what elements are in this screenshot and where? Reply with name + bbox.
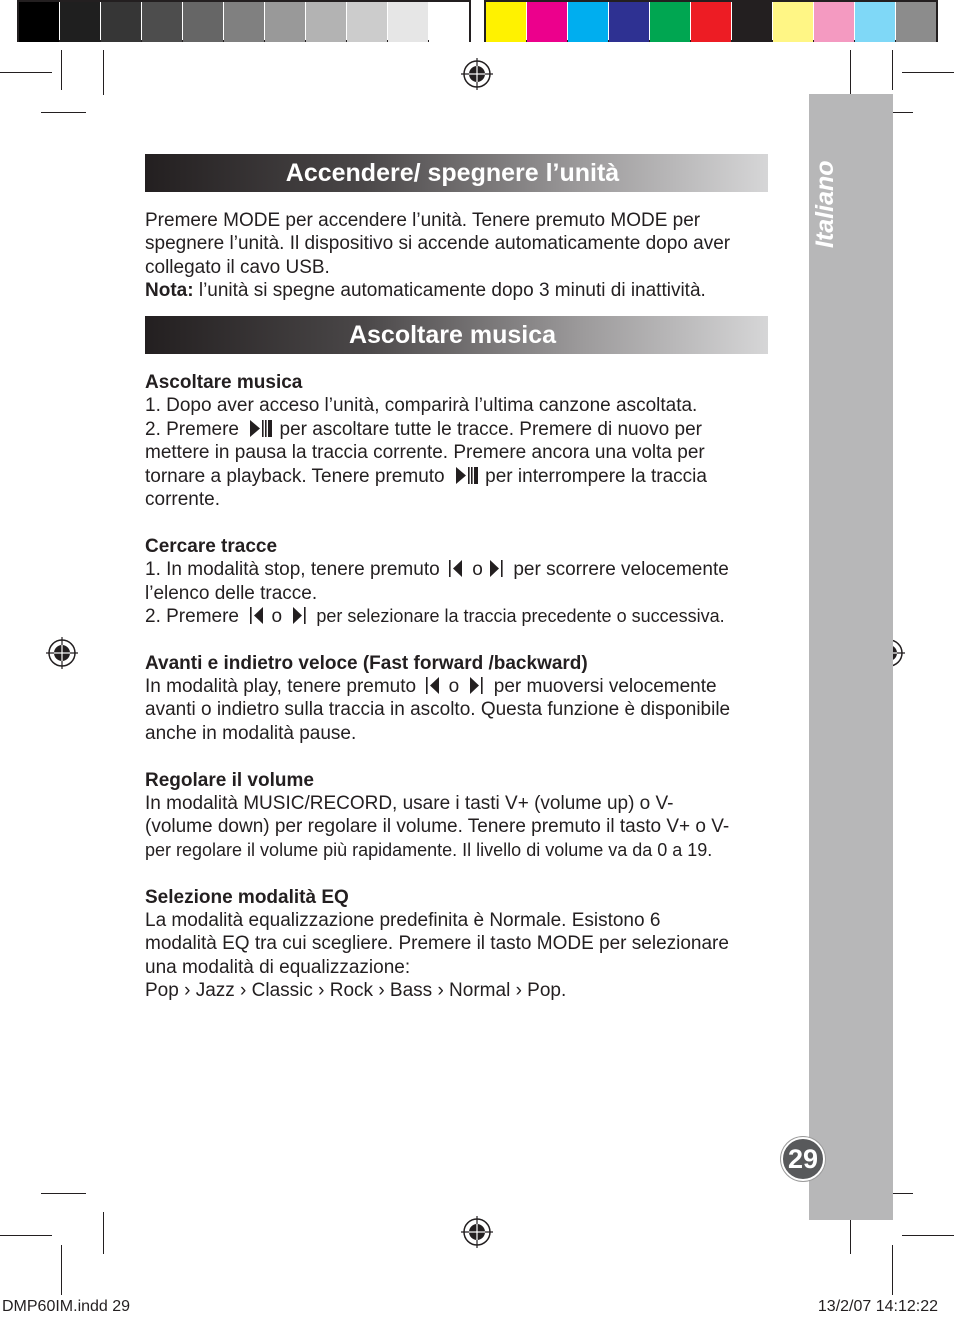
paragraph-line: La modalità equalizzazione predefinita è Normale. Esistono 6 (145, 909, 661, 931)
section-title: Ascoltare musica (348, 321, 557, 349)
gray-swatch (142, 2, 182, 42)
color-swatch (568, 2, 608, 42)
paragraph-line: spegnere l’unità. Il dispositivo si accende automaticamente dopo aver (145, 233, 731, 255)
color-calibration-bar (0, 0, 954, 44)
gray-swatch (19, 2, 59, 42)
note-line (145, 279, 775, 302)
note-label: Nota: (145, 280, 194, 302)
paragraph-line (145, 605, 775, 628)
registration-mark-icon (461, 58, 493, 90)
text-fragment: o (466, 559, 489, 581)
paragraph-line (145, 418, 775, 441)
paragraph-line: anche in modalità pause. (145, 722, 357, 744)
section-title: Accendere/ spegnere l’unità (285, 159, 620, 187)
section-heading-power (145, 154, 768, 192)
section-body-music (145, 371, 775, 1003)
paragraph-line: avanti o indietro sulla traccia in ascolto. Questa funzione è disponibile (145, 699, 731, 721)
paragraph-line: mettere in pausa la traccia corrente. Premere ancora una volta per (145, 442, 705, 464)
gray-swatch (224, 2, 264, 42)
subheading: Avanti e indietro veloce (Fast forward /backward) (145, 652, 588, 674)
color-swatch (609, 2, 649, 42)
text-fragment: 2. Premere (145, 418, 245, 440)
paragraph-line: Premere MODE per accendere l’unità. Tenere premuto MODE per (145, 210, 701, 231)
text-fragment: 2. Premere (145, 605, 245, 627)
skip-next-icon (464, 676, 488, 695)
color-swatch (732, 2, 772, 42)
registration-mark-icon (461, 1216, 493, 1248)
skip-previous-icon (244, 606, 266, 625)
skip-previous-icon (445, 559, 467, 578)
footer-timestamp: 13/2/07 14:12:22 (817, 1298, 938, 1315)
skip-next-icon (287, 606, 311, 625)
subheading: Ascoltare musica (145, 372, 303, 393)
page-number: 29 (781, 1137, 825, 1181)
gray-swatch (306, 2, 346, 42)
color-swatch (814, 2, 854, 42)
registration-mark-icon (46, 637, 78, 669)
text-fragment: per interrompere la traccia (479, 465, 707, 487)
language-side-tab (809, 94, 893, 1220)
text-fragment: 1. In modalità stop, tenere premuto (145, 559, 445, 581)
gray-swatch (60, 2, 100, 42)
text-fragment: per selezionare la traccia precedente o successiva. (311, 605, 725, 626)
paragraph-line: corrente. (145, 488, 220, 510)
color-swatch (896, 2, 936, 42)
color-swatch (650, 2, 690, 42)
skip-previous-icon (421, 676, 443, 695)
subheading: Selezione modalità EQ (145, 886, 349, 908)
color-swatch (486, 2, 526, 42)
color-swatch (691, 2, 731, 42)
paragraph-line: In modalità MUSIC/RECORD, usare i tasti V+ (volume up) o V- (145, 793, 674, 815)
text-fragment: per muoversi velocemente (488, 676, 717, 698)
gray-swatch (101, 2, 141, 42)
note-text: l’unità si spegne automaticamente dopo 3 minuti di inattività. (193, 280, 706, 302)
section-heading-music (145, 316, 768, 354)
paragraph-line: collegato il cavo USB. (145, 256, 330, 278)
section-body-power (145, 209, 775, 303)
skip-next-icon (488, 559, 508, 578)
gray-swatch (388, 2, 428, 42)
text-fragment: o (443, 676, 465, 698)
paragraph-line: per regolare il volume più rapidamente. Il livello di volume va da 0 a 19. (145, 839, 713, 860)
text-fragment: per ascoltare tutte le tracce. Premere di nuovo per (274, 418, 702, 440)
paragraph-line (145, 558, 775, 581)
text-fragment: per scorrere velocemente (508, 559, 729, 581)
gray-swatch (347, 2, 387, 42)
gray-swatch (429, 2, 469, 42)
paragraph-line (145, 675, 775, 698)
play-pause-icon (450, 466, 480, 485)
text-fragment: In modalità play, tenere premuto (145, 676, 422, 698)
color-swatch (855, 2, 895, 42)
paragraph-line: modalità EQ tra cui scegliere. Premere il tasto MODE per selezionare (145, 933, 729, 955)
paragraph-line: una modalità di equalizzazione: (145, 956, 411, 978)
footer-file-info: DMP60IM.indd 29 (2, 1298, 131, 1315)
play-pause-icon (244, 419, 274, 438)
text-fragment: o (266, 605, 288, 627)
paragraph-line: 1. Dopo aver acceso l’unità, comparirà l’ultima canzone ascoltata. (145, 395, 698, 417)
paragraph-line: (volume down) per regolare il volume. Tenere premuto il tasto V+ o V- (145, 816, 730, 838)
subheading: Cercare tracce (145, 535, 278, 557)
text-fragment: tornare a playback. Tenere premuto (145, 465, 450, 487)
color-swatch (773, 2, 813, 42)
paragraph-line: l’elenco delle tracce. (145, 582, 318, 604)
paragraph-line (145, 465, 775, 488)
subheading: Regolare il volume (145, 769, 314, 791)
language-label (809, 150, 845, 260)
language-label-text: Italiano (811, 160, 839, 248)
gray-swatch (183, 2, 223, 42)
color-swatch (527, 2, 567, 42)
paragraph-line: Pop › Jazz › Classic › Rock › Bass › Normal › Pop. (145, 980, 567, 1002)
gray-swatch (265, 2, 305, 42)
